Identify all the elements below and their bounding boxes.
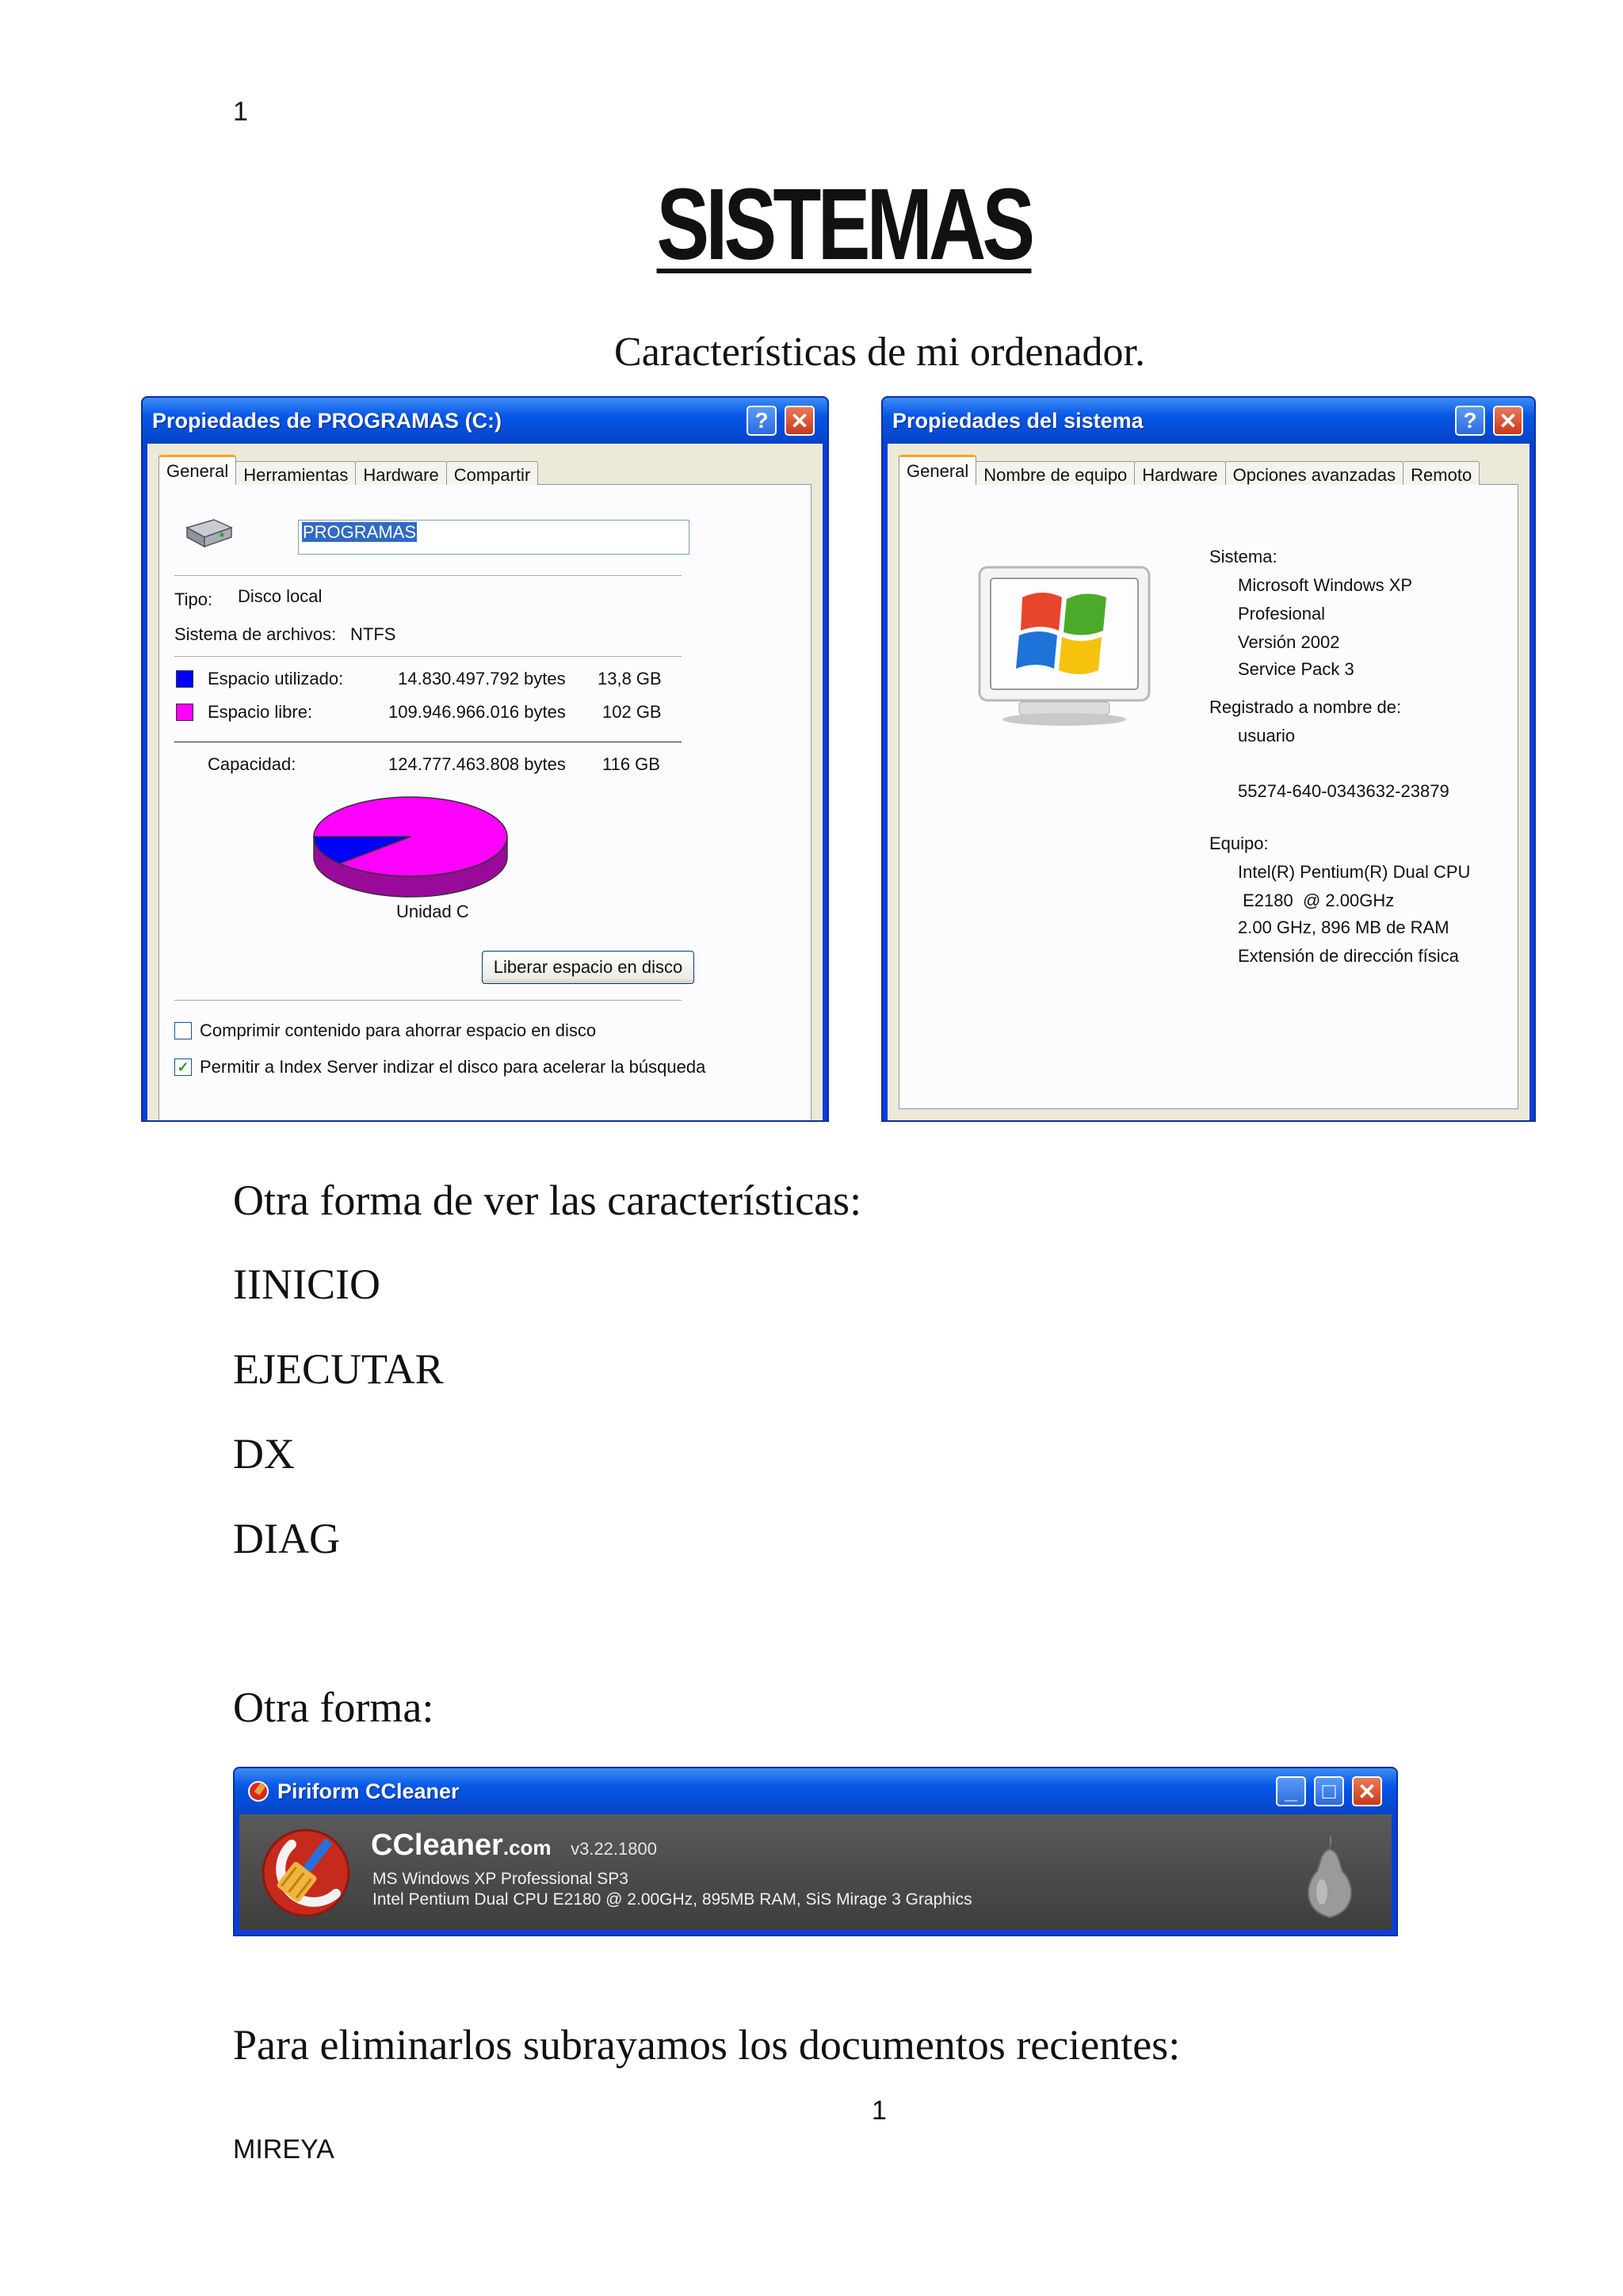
drive-name-label: Unidad C: [396, 902, 469, 921]
system-window-body: [888, 444, 1529, 1120]
product-id: 55274-640-0343632-23879: [1238, 781, 1449, 801]
tab-hardware[interactable]: Hardware: [1134, 461, 1225, 485]
divider: [174, 575, 682, 577]
tab-general[interactable]: General: [899, 455, 976, 485]
disk-window-body: [147, 444, 823, 1120]
ccleaner-os-line: MS Windows XP Professional SP3: [372, 1870, 628, 1888]
system-window-title: Propiedades del sistema: [892, 408, 1144, 433]
filesystem-label: Sistema de archivos:: [174, 624, 337, 644]
ccleaner-logo-icon: [260, 1827, 352, 1919]
system-line: Versión 2002: [1238, 632, 1340, 652]
paragraph-delete-recent: Para eliminarlos subrayamos los documentos recientes:: [233, 2021, 1181, 2069]
hard-drive-icon: [182, 517, 235, 551]
close-button[interactable]: ✕: [1493, 406, 1523, 436]
free-space-bytes: 109.946.966.016 bytes: [388, 702, 566, 722]
divider: [174, 656, 682, 658]
system-window-titlebar[interactable]: [883, 398, 1534, 444]
free-space-swatch: [176, 704, 193, 721]
drive-label-input[interactable]: [298, 520, 689, 555]
capacity-label: Capacidad:: [208, 754, 296, 774]
ccleaner-brand-name: CCleaner: [371, 1829, 503, 1862]
ccleaner-titlebar[interactable]: [235, 1768, 1396, 1814]
system-properties-window: [881, 396, 1536, 1122]
ccleaner-brand-suffix: .com: [502, 1836, 552, 1859]
windows-logo-monitor-icon: [976, 563, 1155, 729]
ccleaner-brand: [371, 1829, 657, 1863]
help-button[interactable]: ?: [747, 406, 777, 436]
footer-page-number: 1: [872, 2096, 887, 2126]
equipment-line: E2180 @ 2.00GHz: [1238, 891, 1395, 910]
capacity-bytes: 124.777.463.808 bytes: [388, 754, 566, 774]
tab-compartir[interactable]: Compartir: [446, 461, 539, 485]
maximize-button[interactable]: □: [1314, 1776, 1344, 1806]
paragraph-other: Otra forma:: [233, 1684, 434, 1731]
piriform-pear-icon: [1300, 1829, 1360, 1922]
disk-usage-pie-chart: [309, 792, 512, 903]
tab-remoto[interactable]: Remoto: [1403, 461, 1480, 485]
close-button[interactable]: ✕: [785, 406, 815, 436]
drive-label-value: PROGRAMAS: [303, 522, 417, 542]
disk-cleanup-button[interactable]: Liberar espacio en disco: [482, 951, 694, 984]
index-label: Permitir a Index Server indizar el disco para acelerar la búsqueda: [200, 1057, 706, 1077]
step-inicio: IINICIO: [233, 1261, 380, 1308]
tab-hardware[interactable]: Hardware: [355, 461, 446, 485]
page-title: SISTEMAS: [656, 168, 1032, 281]
type-value: Disco local: [238, 586, 323, 606]
divider: [174, 742, 682, 743]
system-line: Profesional: [1238, 604, 1326, 624]
filesystem-value: NTFS: [350, 624, 396, 644]
equipment-heading: Equipo:: [1209, 833, 1269, 853]
close-button[interactable]: ✕: [1352, 1776, 1382, 1806]
paragraph-other-way: Otra forma de ver las características:: [233, 1177, 862, 1224]
system-heading: Sistema:: [1209, 547, 1277, 566]
step-ejecutar: EJECUTAR: [233, 1345, 444, 1393]
disk-window-titlebar[interactable]: [143, 398, 827, 444]
type-label: Tipo:: [174, 589, 213, 609]
ccleaner-small-icon: [246, 1779, 271, 1804]
disk-properties-window: [141, 396, 829, 1122]
used-space-bytes: 14.830.497.792 bytes: [398, 669, 566, 688]
ccleaner-header-panel: [239, 1814, 1392, 1930]
registered-user: usuario: [1238, 726, 1296, 746]
tab-herramientas[interactable]: Herramientas: [235, 461, 356, 485]
divider: [174, 1000, 682, 1001]
tab-nombre-de-equipo[interactable]: Nombre de equipo: [976, 461, 1135, 485]
tab-general[interactable]: General: [158, 455, 236, 485]
system-tab-row: [899, 455, 1479, 485]
free-space-label: Espacio libre:: [208, 702, 313, 722]
disk-window-title: Propiedades de PROGRAMAS (C:): [152, 408, 502, 433]
step-diag: DIAG: [233, 1515, 340, 1562]
equipment-line: Intel(R) Pentium(R) Dual CPU: [1238, 862, 1471, 882]
header-page-number: 1: [233, 97, 248, 127]
used-space-label: Espacio utilizado:: [208, 669, 344, 688]
system-line: Service Pack 3: [1238, 659, 1354, 679]
ccleaner-window: [233, 1767, 1398, 1936]
index-checkbox[interactable]: ✓: [174, 1058, 192, 1076]
minimize-button[interactable]: _: [1276, 1776, 1306, 1806]
equipment-line: 2.00 GHz, 896 MB de RAM: [1238, 917, 1449, 937]
equipment-line: Extensión de dirección física: [1238, 946, 1459, 966]
compress-checkbox[interactable]: [174, 1022, 192, 1039]
capacity-gb: 116 GB: [602, 754, 660, 774]
used-space-swatch: [176, 670, 193, 688]
ccleaner-title: Piriform CCleaner: [277, 1779, 460, 1803]
help-button[interactable]: ?: [1455, 406, 1485, 436]
ccleaner-hardware-line: Intel Pentium Dual CPU E2180 @ 2.00GHz, 895MB RAM, SiS Mirage 3 Graphics: [372, 1890, 972, 1909]
step-dx: DX: [233, 1430, 295, 1478]
footer-author: MIREYA: [233, 2134, 334, 2164]
system-line: Microsoft Windows XP: [1238, 575, 1413, 595]
page-subtitle: Características de mi ordenador.: [614, 330, 1145, 375]
tab-opciones-avanzadas[interactable]: Opciones avanzadas: [1225, 461, 1403, 485]
free-space-gb: 102 GB: [602, 702, 662, 722]
ccleaner-version: v3.22.1800: [571, 1839, 657, 1859]
compress-label: Comprimir contenido para ahorrar espacio en disco: [200, 1020, 597, 1040]
disk-tab-row: [158, 455, 537, 485]
used-space-gb: 13,8 GB: [598, 669, 662, 688]
registered-heading: Registrado a nombre de:: [1209, 697, 1402, 717]
